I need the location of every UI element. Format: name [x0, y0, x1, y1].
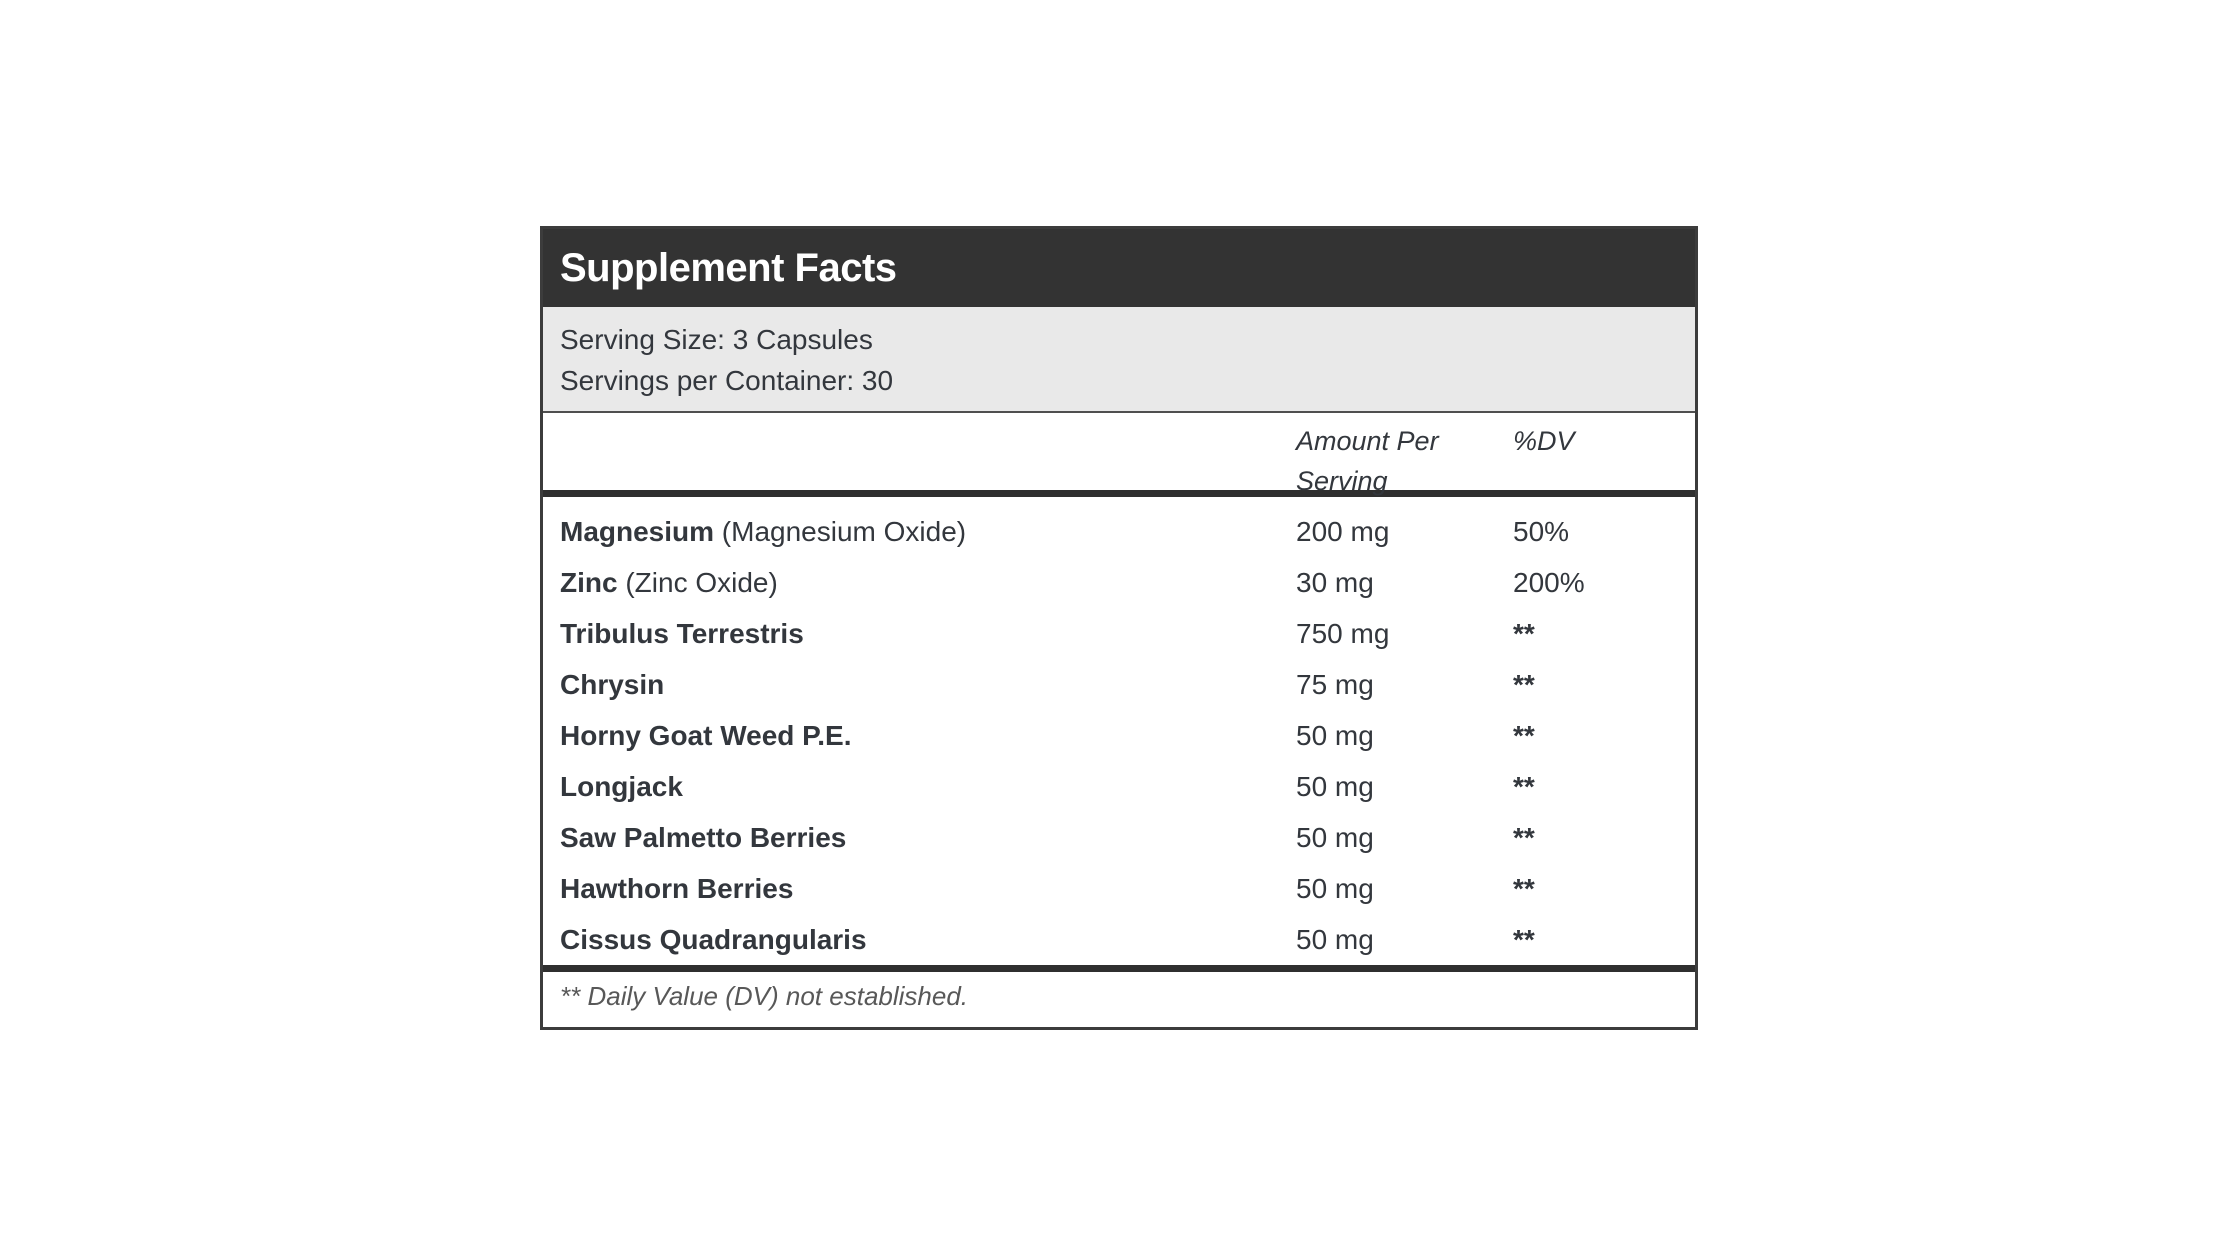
servings-per-container-line: Servings per Container: 30 — [560, 365, 894, 396]
ingredient-dv: ** — [1513, 770, 1535, 802]
ingredient-name: Hawthorn Berries — [560, 872, 794, 904]
ingredient-detail: (Zinc Oxide) — [617, 566, 778, 598]
label-title: Supplement Facts — [560, 245, 897, 290]
ingredient-dv: ** — [1513, 719, 1535, 751]
ingredient-name-cell — [543, 924, 1296, 956]
ingredient-name: Saw Palmetto Berries — [560, 821, 847, 853]
column-header-row — [543, 413, 1695, 497]
ingredient-dv: ** — [1513, 923, 1535, 955]
ingredient-row — [543, 863, 1695, 914]
ingredient-amount: 50 mg — [1296, 770, 1374, 802]
ingredient-dv: 50% — [1513, 515, 1570, 547]
ingredient-amount: 50 mg — [1296, 923, 1374, 955]
column-header-amount: Amount Per Serving — [1296, 426, 1439, 496]
ingredient-amount: 50 mg — [1296, 719, 1374, 751]
ingredient-dv: ** — [1513, 668, 1535, 700]
ingredient-dv: 200% — [1513, 566, 1585, 598]
ingredient-name: Tribulus Terrestris — [560, 617, 804, 649]
ingredient-name: Magnesium — [560, 515, 715, 547]
column-header-spacer — [543, 421, 1296, 501]
ingredient-dv: ** — [1513, 617, 1535, 649]
ingredient-amount: 30 mg — [1296, 566, 1374, 598]
label-header-bar — [543, 229, 1695, 307]
serving-info-section — [543, 307, 1695, 413]
footnote-text: ** Daily Value (DV) not established. — [560, 980, 969, 1011]
ingredient-name: Chrysin — [560, 668, 665, 700]
ingredient-amount: 200 mg — [1296, 515, 1390, 547]
ingredient-name-cell — [543, 567, 1296, 599]
serving-size-line: Serving Size: 3 Capsules — [560, 324, 873, 355]
ingredient-row — [543, 914, 1695, 965]
ingredient-row — [543, 761, 1695, 812]
ingredient-name-cell — [543, 873, 1296, 905]
ingredient-name-cell — [543, 516, 1296, 548]
ingredient-name: Zinc — [560, 566, 618, 598]
ingredient-amount: 50 mg — [1296, 872, 1374, 904]
ingredient-name-cell — [543, 669, 1296, 701]
ingredient-row — [543, 557, 1695, 608]
ingredient-name-cell — [543, 720, 1296, 752]
ingredients-table — [543, 497, 1695, 965]
column-header-dv: %DV — [1513, 426, 1575, 456]
ingredient-detail: (Magnesium Oxide) — [714, 515, 967, 547]
ingredient-name: Horny Goat Weed P.E. — [560, 719, 852, 751]
footnote-section — [543, 965, 1695, 1020]
ingredient-name-cell — [543, 822, 1296, 854]
ingredient-amount: 750 mg — [1296, 617, 1390, 649]
ingredient-dv: ** — [1513, 821, 1535, 853]
ingredient-row — [543, 608, 1695, 659]
ingredient-dv: ** — [1513, 872, 1535, 904]
ingredient-row — [543, 812, 1695, 863]
ingredient-name: Cissus Quadrangularis — [560, 923, 867, 955]
ingredient-row — [543, 506, 1695, 557]
ingredient-amount: 75 mg — [1296, 668, 1374, 700]
ingredient-row — [543, 659, 1695, 710]
ingredient-name: Longjack — [560, 770, 683, 802]
supplement-facts-label — [540, 226, 1698, 1030]
ingredient-name-cell — [543, 618, 1296, 650]
ingredient-row — [543, 710, 1695, 761]
ingredient-amount: 50 mg — [1296, 821, 1374, 853]
ingredient-name-cell — [543, 771, 1296, 803]
